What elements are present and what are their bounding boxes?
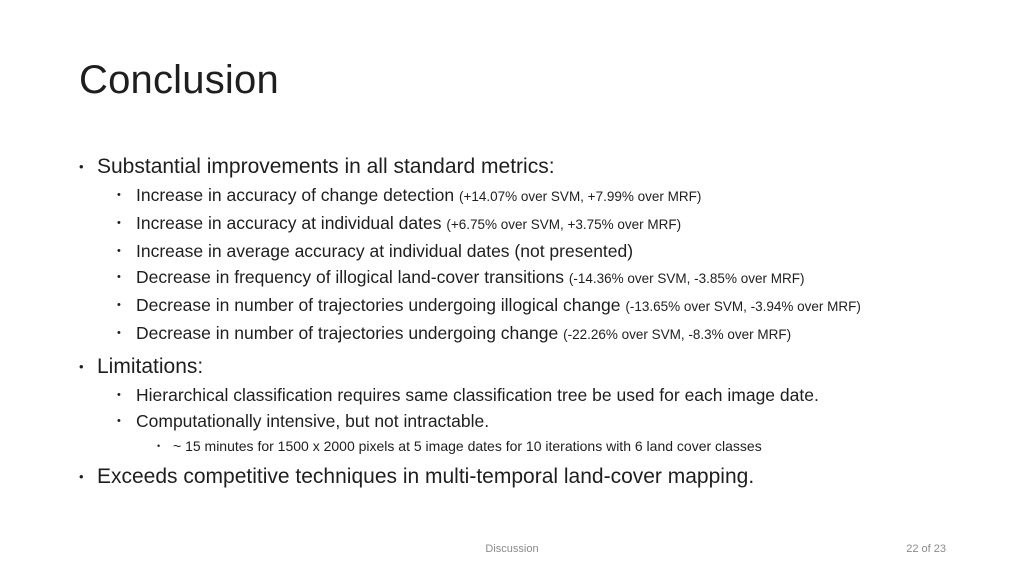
- bullet-dot-icon: •: [79, 469, 84, 484]
- sub-bullet-individual-date-accuracy: [79, 210, 979, 238]
- bullet-substantial-improvements: [79, 152, 979, 182]
- sub-bullet-text: Increase in accuracy of change detection: [136, 185, 455, 205]
- bullet-dot-icon: •: [117, 217, 121, 229]
- sub-bullet-average-accuracy: [79, 238, 979, 264]
- bullet-dot-icon: •: [117, 271, 121, 283]
- sub-bullet-trajectories-change: [79, 320, 979, 348]
- sub-bullet-note: (-14.36% over SVM, -3.85% over MRF): [568, 271, 805, 286]
- footer-section-label: Discussion: [485, 543, 539, 555]
- sub-bullet-illogical-transitions: [79, 264, 979, 292]
- sub-bullet-text: Decrease in number of trajectories undergoing illogical change: [136, 295, 621, 315]
- sub-bullet-illogical-trajectories: [79, 292, 979, 320]
- sub-bullet-note: (+14.07% over SVM, +7.99% over MRF): [459, 189, 702, 204]
- sub-bullet-text: Hierarchical classification requires same classification tree be used for each image date.: [136, 385, 819, 405]
- bullet-dot-icon: •: [117, 299, 121, 311]
- bullet-dot-icon: •: [157, 441, 161, 451]
- footer-page-number: 22 of 23: [906, 543, 946, 555]
- bullet-text: Exceeds competitive techniques in multi-temporal land-cover mapping.: [97, 465, 755, 488]
- slide-title: Conclusion: [79, 58, 279, 102]
- bullet-text: Substantial improvements in all standard metrics:: [97, 155, 555, 178]
- sub-sub-bullet-runtime: [79, 434, 979, 458]
- sub-bullet-change-detection-accuracy: [79, 182, 979, 210]
- slide-content: [79, 152, 979, 492]
- bullet-limitations: [79, 352, 979, 382]
- bullet-dot-icon: •: [117, 327, 121, 339]
- bullet-dot-icon: •: [117, 245, 121, 257]
- bullet-dot-icon: •: [117, 389, 121, 401]
- bullet-dot-icon: •: [79, 359, 84, 374]
- bullet-dot-icon: •: [117, 415, 121, 427]
- sub-bullet-note: (-22.26% over SVM, -8.3% over MRF): [563, 327, 792, 342]
- sub-bullet-text: Computationally intensive, but not intractable.: [136, 411, 490, 431]
- sub-bullet-text: Increase in average accuracy at individual dates (not presented): [136, 241, 634, 261]
- bullet-dot-icon: •: [79, 159, 84, 174]
- sub-bullet-hierarchical-classification: [79, 382, 979, 408]
- sub-bullet-text: Decrease in frequency of illogical land-cover transitions: [136, 267, 564, 287]
- bullet-text: Limitations:: [97, 355, 204, 378]
- sub-bullet-note: (+6.75% over SVM, +3.75% over MRF): [446, 217, 682, 232]
- sub-sub-bullet-text: ~ 15 minutes for 1500 x 2000 pixels at 5 image dates for 10 iterations with 6 land cover classes: [173, 438, 762, 454]
- bullet-exceeds-competitive: [79, 462, 979, 492]
- sub-bullet-text: Increase in accuracy at individual dates: [136, 213, 442, 233]
- sub-bullet-note: (-13.65% over SVM, -3.94% over MRF): [625, 299, 861, 314]
- sub-bullet-computationally-intensive: [79, 408, 979, 434]
- bullet-dot-icon: •: [117, 189, 121, 201]
- sub-bullet-text: Decrease in number of trajectories undergoing change: [136, 323, 559, 343]
